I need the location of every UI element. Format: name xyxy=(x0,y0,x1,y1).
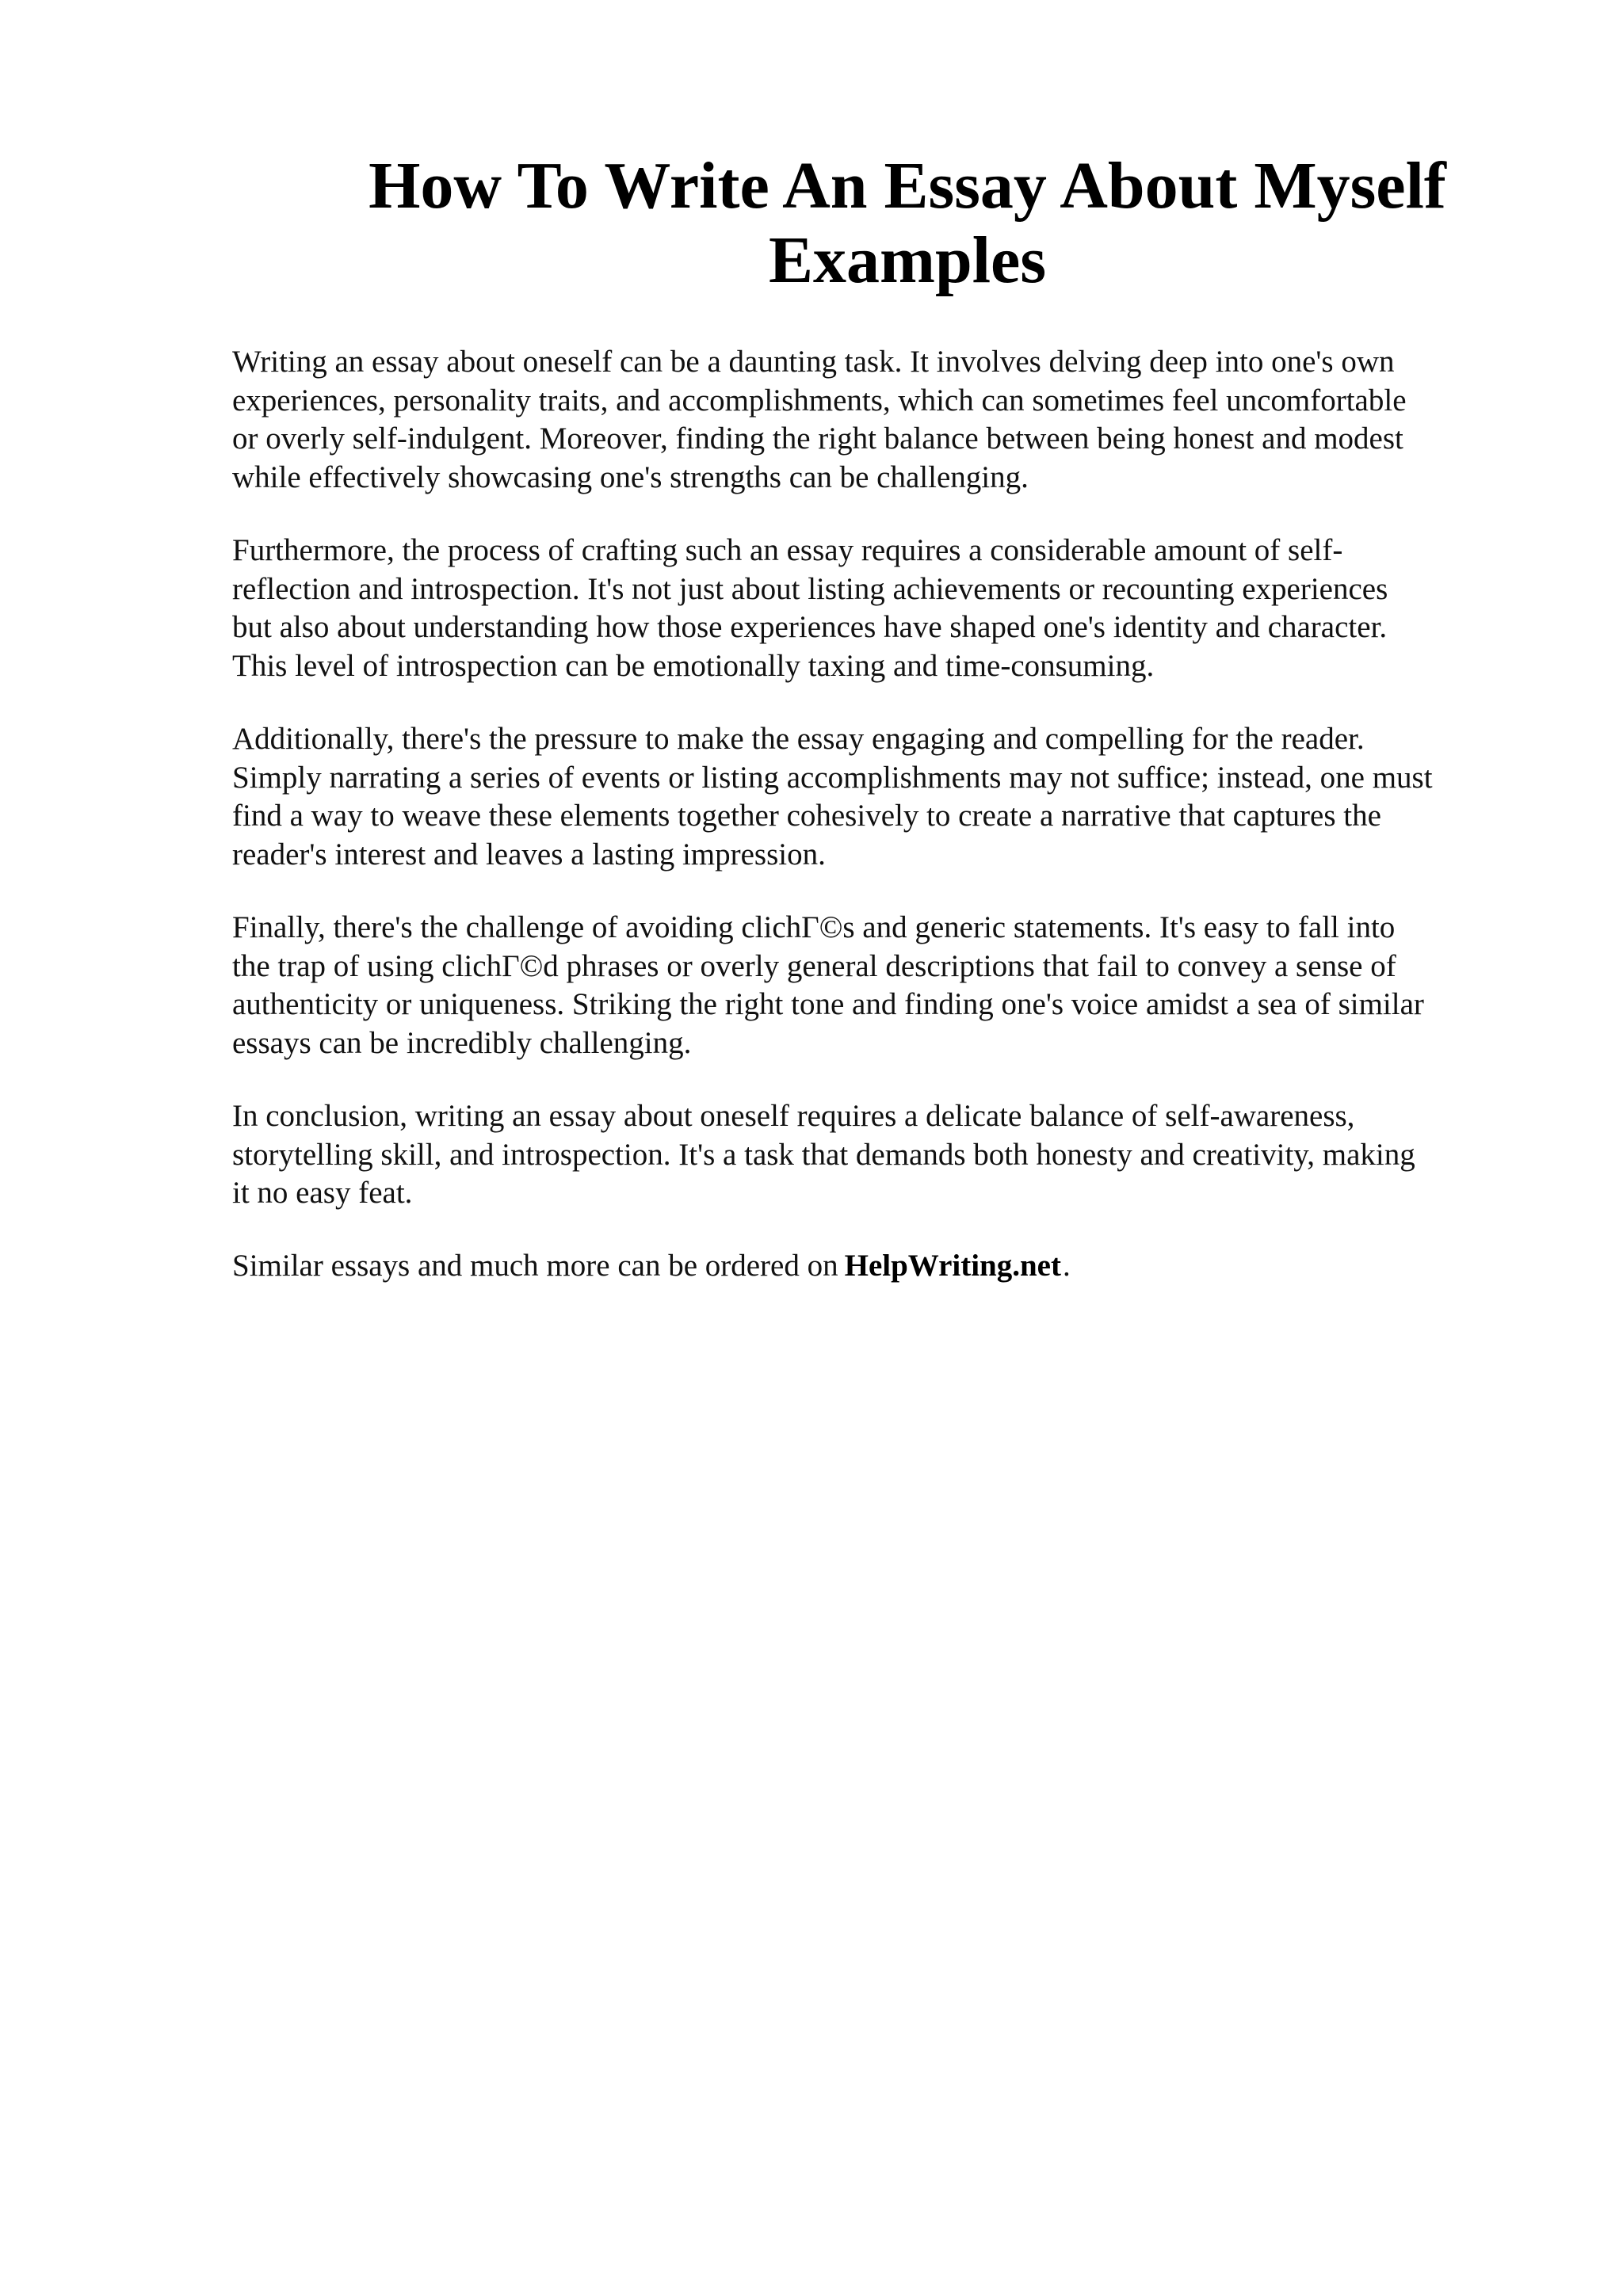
footer-line xyxy=(232,1247,1516,1286)
footer-text: Similar essays and much more can be ordered on xyxy=(232,1249,838,1283)
paragraph-engagement: Additionally, there's the pressure to make the essay engaging and compelling for the reader. Simply narrating a series of events or listing accomplishments may not suffice; instead, one must find a way to weave these elements together cohesively to create a narrative that captures the reader's interest and leaves a lasting impression. xyxy=(232,722,1433,871)
paragraph-cliches: Finally, there's the challenge of avoiding clichΓ©s and generic statements. It's easy to fall into the trap of using clichΓ©d phrases or overly general descriptions that fail to convey a sense of authenticity or uniqueness. Striking the right tone and finding one's voice amidst a sea of similar essays can be incredibly challenging. xyxy=(232,910,1424,1060)
paragraph-introspection: Furthermore, the process of crafting such an essay requires a considerable amount of self- reflection and introspection. It's not just about listing achievements or recounting experiences but also about understanding how those experiences have shaped one's identity and character. This level of introspection can be emotionally taxing and time-consuming. xyxy=(232,533,1388,683)
brand-link[interactable]: HelpWriting.net xyxy=(844,1249,1061,1283)
page-title: How To Write An Essay About Myself Examples xyxy=(369,149,1446,297)
footer-period: . xyxy=(1062,1249,1071,1283)
paragraph-intro: Writing an essay about oneself can be a daunting task. It involves delving deep into one's own experiences, personality traits, and accomplishments, which can sometimes feel uncomfortable or overly self-indulgent. Moreover, finding the right balance between being honest and modest while effectively showcasing one's strengths can be challenging. xyxy=(232,345,1407,494)
paragraph-conclusion: In conclusion, writing an essay about oneself requires a delicate balance of self-awareness, storytelling skill, and introspection. It's a task that demands both honesty and creativity, making it no easy feat. xyxy=(232,1099,1415,1210)
